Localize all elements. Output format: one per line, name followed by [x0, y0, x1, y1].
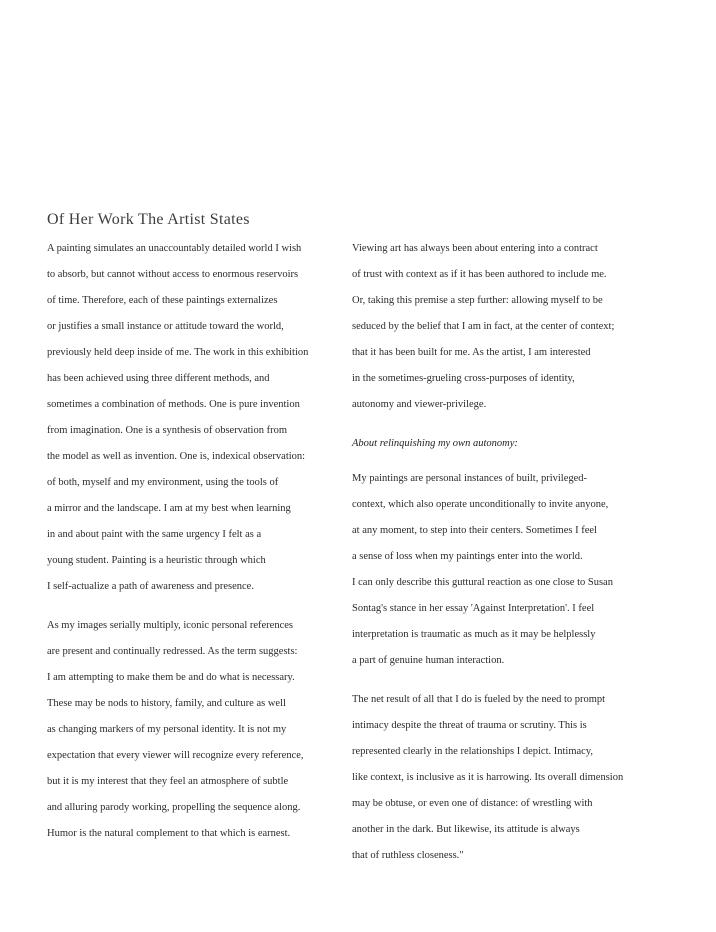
text-line: The net result of all that I do is fueled by the need to prompt — [352, 694, 606, 705]
paragraph-artist-statement-2 — [47, 613, 328, 847]
text-line: another in the dark. But likewise, its attitude is always — [352, 824, 580, 835]
text-line: but it is my interest that they feel an atmosphere of subtle — [47, 776, 289, 787]
text-line: represented clearly in the relationships I depict. Intimacy, — [352, 746, 594, 757]
text-line: in and about paint with the same urgency I felt as a — [47, 529, 262, 540]
two-column-layout — [47, 236, 644, 869]
paragraph-net-result — [352, 687, 644, 869]
text-line: of trust with context as if it has been authored to include me. — [352, 269, 607, 280]
right-column — [352, 236, 644, 869]
text-line: As my images serially multiply, iconic personal references — [47, 620, 293, 631]
text-line: intimacy despite the threat of trauma or scrutiny. This is — [352, 720, 587, 731]
paragraph-artist-statement-1 — [47, 236, 328, 600]
paragraph-viewing-art — [352, 236, 644, 418]
text-line: previously held deep inside of me. The work in this exhibition — [47, 347, 309, 358]
text-line: like context, is inclusive as it is harrowing. Its overall dimension — [352, 772, 624, 783]
text-line: seduced by the belief that I am in fact, at the center of context; — [352, 321, 615, 332]
text-line: a mirror and the landscape. I am at my best when learning — [47, 503, 291, 514]
text-line: Or, taking this premise a step further: allowing myself to be — [352, 295, 603, 306]
text-line: that it has been built for me. As the artist, I am interested — [352, 347, 591, 358]
text-line: as changing markers of my personal identity. It is not my — [47, 724, 287, 735]
text-line: These may be nods to history, family, and culture as well — [47, 698, 286, 709]
text-line: a part of genuine human interaction. — [352, 655, 505, 666]
text-line: from imagination. One is a synthesis of observation from — [47, 425, 287, 436]
text-line: to absorb, but cannot without access to enormous reservoirs — [47, 269, 299, 280]
text-line: interpretation is traumatic as much as it may be helplessly — [352, 629, 596, 640]
text-line: a sense of loss when my paintings enter into the world. — [352, 551, 583, 562]
text-line: About relinquishing my own autonomy: — [352, 438, 518, 449]
text-line: young student. Painting is a heuristic through which — [47, 555, 266, 566]
text-line: expectation that every viewer will recognize every reference, — [47, 750, 304, 761]
text-line: are present and continually redressed. As the term suggests: — [47, 646, 298, 657]
paragraph-my-paintings — [352, 466, 644, 674]
text-line: may be obtuse, or even one of distance: of wrestling with — [352, 798, 593, 809]
left-column — [47, 236, 328, 847]
text-line: the model as well as invention. One is, indexical observation: — [47, 451, 306, 462]
text-line: autonomy and viewer-privilege. — [352, 399, 487, 410]
text-line: at any moment, to step into their centers. Sometimes I feel — [352, 525, 597, 536]
text-line: Humor is the natural complement to that which is earnest. — [47, 828, 291, 839]
text-line: of time. Therefore, each of these paintings externalizes — [47, 295, 278, 306]
text-line: has been achieved using three different methods, and — [47, 373, 270, 384]
text-line: or justifies a small instance or attitude toward the world, — [47, 321, 284, 332]
text-line: sometimes a combination of methods. One is pure invention — [47, 399, 300, 410]
text-line: I can only describe this guttural reaction as one close to Susan — [352, 577, 613, 588]
text-line: context, which also operate unconditionally to invite anyone, — [352, 499, 609, 510]
text-line: in the sometimes-grueling cross-purposes of identity, — [352, 373, 575, 384]
text-line: I self-actualize a path of awareness and presence. — [47, 581, 254, 592]
page-title: Of Her Work The Artist States — [47, 211, 250, 228]
text-line: Sontag's stance in her essay 'Against Interpretation'. I feel — [352, 603, 595, 614]
section-heading-relinquishing-autonomy — [352, 431, 644, 457]
text-line: that of ruthless closeness." — [352, 850, 464, 861]
text-line: My paintings are personal instances of built, privileged- — [352, 473, 588, 484]
text-line: and alluring parody working, propelling the sequence along. — [47, 802, 301, 813]
text-line: of both, myself and my environment, using the tools of — [47, 477, 279, 488]
text-line: I am attempting to make them be and do what is necessary. — [47, 672, 295, 683]
text-line: A painting simulates an unaccountably detailed world I wish — [47, 243, 302, 254]
text-line: Viewing art has always been about entering into a contract — [352, 243, 598, 254]
